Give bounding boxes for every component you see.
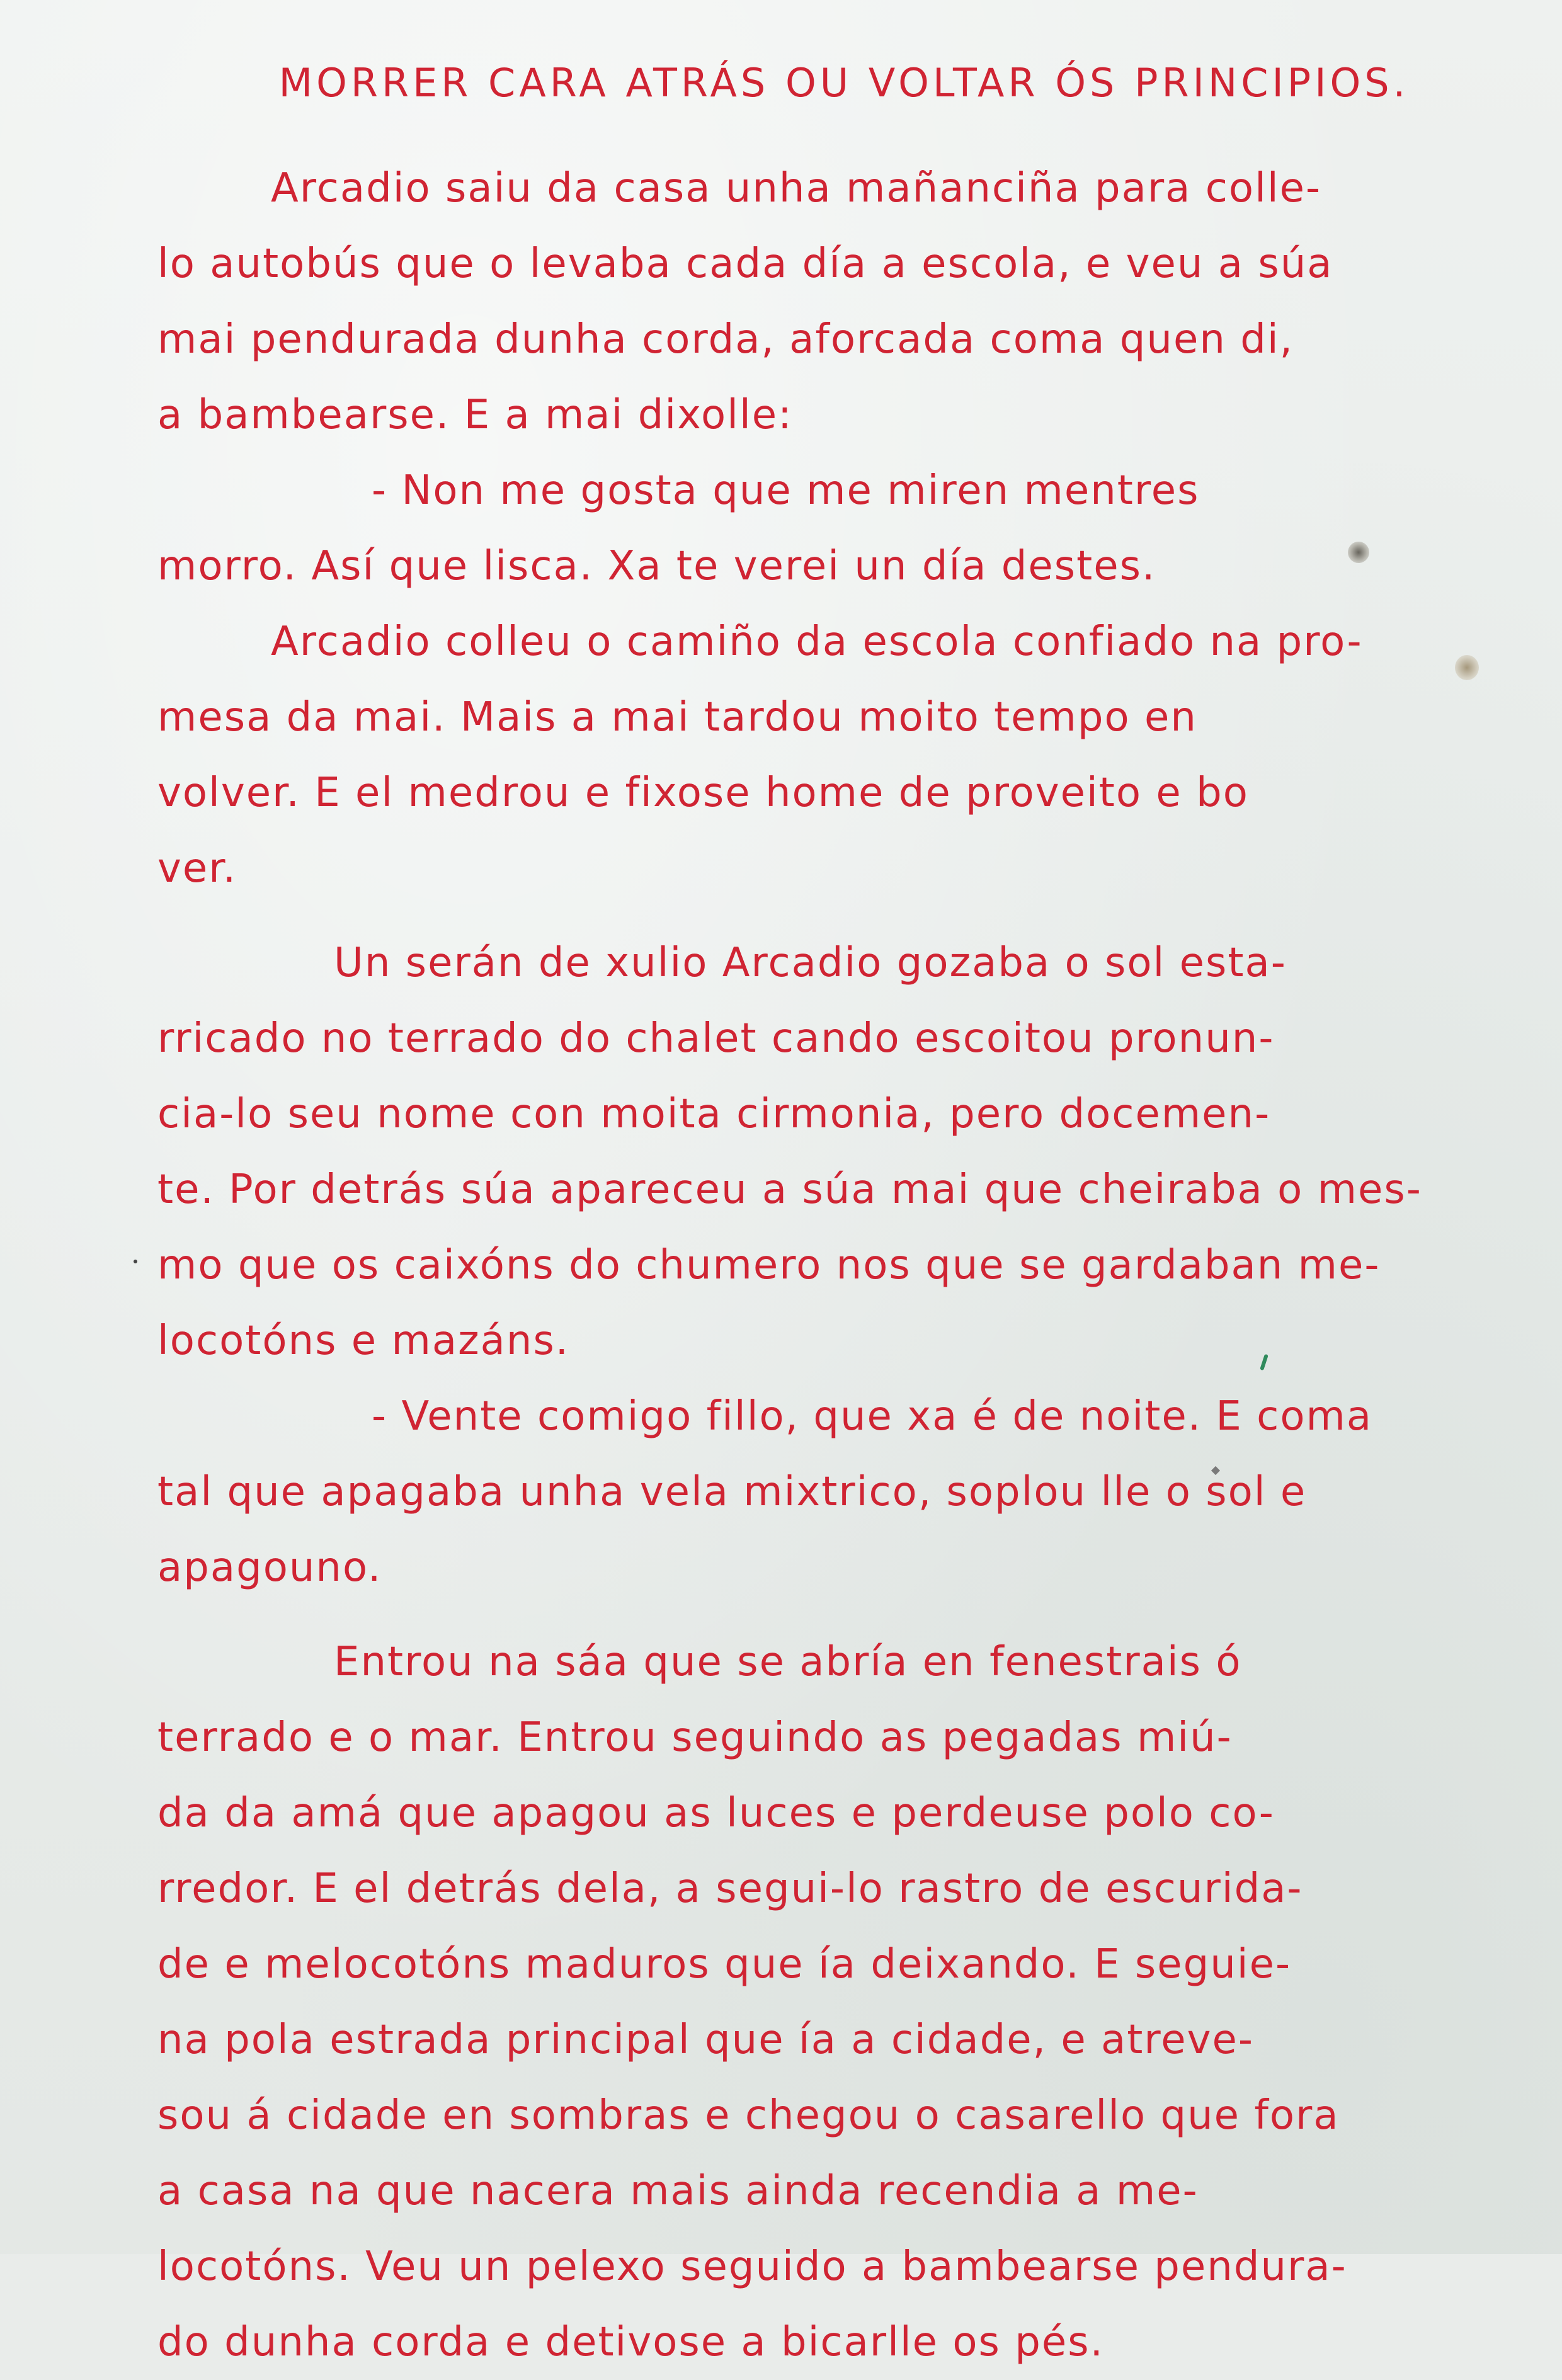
text-line: mai pendurada dunha corda, aforcada coma quen di, — [157, 316, 1294, 363]
text-line: rredor. E el detrás dela, a segui-lo rastro de escurida- — [157, 1865, 1303, 1913]
text-line: de e melocotóns maduros que ía deixando. E seguie- — [157, 1941, 1292, 1988]
text-line: morro. Así que lisca. Xa te verei un día destes. — [157, 543, 1156, 590]
text-line: terrado e o mar. Entrou seguindo as pegadas miú- — [157, 1714, 1233, 1762]
text-line: na pola estrada principal que ía a cidade, e atreve- — [157, 2017, 1254, 2064]
page-content — [157, 60, 1468, 2380]
paragraph — [157, 1624, 1468, 2380]
paragraph-spacer — [157, 1605, 1468, 1624]
text-line: rricado no terrado do chalet cando escoitou pronun- — [157, 1015, 1275, 1062]
text-line: ver. — [157, 845, 237, 892]
text-line: da da amá que apagou as luces e perdeuse polo co- — [157, 1790, 1275, 1837]
text-line: lo autobús que o levaba cada día a escola, e veu a súa — [157, 241, 1333, 288]
text-line: sou á cidade en sombras e chegou o casarello que fora — [157, 2092, 1340, 2139]
paragraph — [157, 453, 1468, 604]
text-line: apagouno. — [157, 1544, 382, 1591]
text-line: Arcadio saiu da casa unha mañanciña para colle- — [271, 165, 1322, 212]
paper-dot — [134, 1260, 137, 1263]
text-line: Entrou na sáa que se abría en fenestrais ó — [334, 1639, 1242, 1686]
page-title: MORRER CARA ATRÁS OU VOLTAR ÓS PRINCIPIOS. — [278, 60, 1410, 106]
paragraph — [157, 1379, 1468, 1605]
text-line: a bambearse. E a mai dixolle: — [157, 392, 793, 439]
text-line: tal que apagaba unha vela mixtrico, soplou lle o sol e — [157, 1469, 1307, 1516]
text-line: mo que os caixóns do chumero nos que se gardaban me- — [157, 1242, 1381, 1289]
text-line: - Vente comigo fillo, que xa é de noite. E coma — [372, 1393, 1373, 1440]
paragraph — [157, 151, 1468, 453]
paragraph — [157, 925, 1468, 1379]
text-line: cia-lo seu nome con moita cirmonia, pero docemen- — [157, 1091, 1271, 1138]
text-line: mesa da mai. Mais a mai tardou moito tempo en — [157, 694, 1197, 741]
text-line: volver. E el medrou e fixose home de proveito e bo — [157, 770, 1249, 817]
text-line: Un serán de xulio Arcadio gozaba o sol esta- — [334, 940, 1287, 987]
text-line: locotóns. Veu un pelexo seguido a bambearse pendura- — [157, 2243, 1347, 2291]
paragraph — [157, 604, 1468, 906]
text-line: - Non me gosta que me miren mentres — [372, 467, 1200, 515]
text-line: a casa na que nacera mais ainda recendia a me- — [157, 2168, 1199, 2215]
text-line: te. Por detrás súa apareceu a súa mai que cheiraba o mes- — [157, 1166, 1422, 1214]
text-line: Arcadio colleu o camiño da escola confiado na pro- — [271, 618, 1363, 666]
text-line: do dunha corda e detivose a bicarlle os pés. — [157, 2319, 1104, 2366]
text-line: locotóns e mazáns. — [157, 1318, 570, 1365]
paragraph-spacer — [157, 906, 1468, 925]
